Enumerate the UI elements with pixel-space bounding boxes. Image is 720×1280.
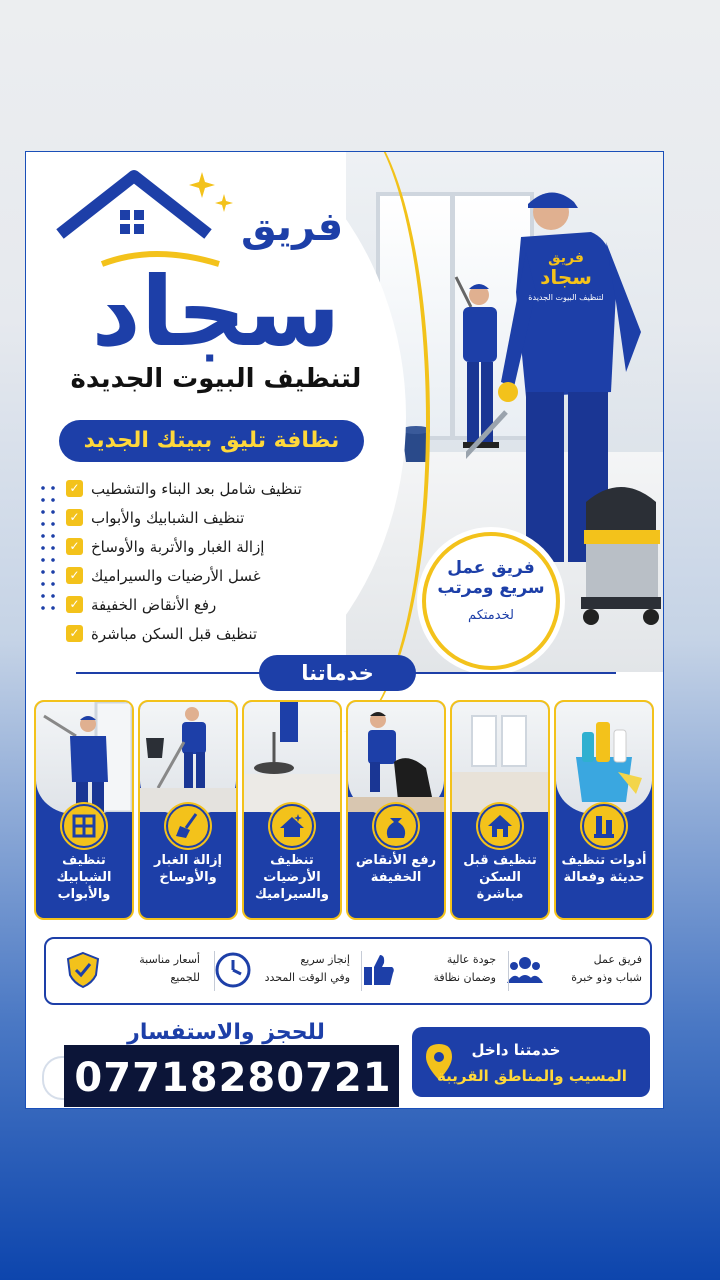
booking-label: للحجز والاستفسار: [127, 1020, 325, 1045]
feature-text: [547, 951, 642, 987]
trash-bag-icon: [374, 804, 418, 848]
empty-room-illustration: [452, 702, 548, 812]
service-label: تنظيف الشبابيك والأبواب: [56, 853, 112, 902]
debris-worker-illustration: [348, 702, 444, 812]
feature-line-1: فريق عمل: [593, 953, 642, 966]
mopping-worker-illustration: [140, 702, 236, 812]
team-badge: [422, 532, 560, 670]
service-card: [450, 700, 550, 920]
phone-number[interactable]: 07718280721: [74, 1055, 392, 1101]
checklist-item: [66, 503, 356, 532]
feature-line-1: جودة عالية: [446, 953, 496, 966]
badge-line-2: سريع ومرتب: [437, 578, 545, 598]
service-label: إزالة الغبار والأوساخ: [153, 853, 223, 885]
uniform-logo-big: سجاد: [540, 265, 592, 289]
window-icon: [62, 804, 106, 848]
features-strip: [44, 937, 652, 1005]
slogan-pill: نظافة تليق ببيتك الجديد: [59, 420, 364, 462]
service-photo: [244, 702, 340, 814]
location-line-2: المسيب والمناطق القريبة: [437, 1067, 627, 1085]
checklist-item-text: تنظيف قبل السكن مباشرة: [91, 624, 258, 643]
brand-name: سجاد: [91, 256, 341, 368]
service-label: رفع الأنقاض الخفيفة: [355, 853, 437, 885]
check-icon: ✓: [66, 567, 83, 584]
vacuum-cleaner-icon: [576, 472, 664, 632]
feature-item: [60, 947, 200, 995]
feature-text: [105, 951, 200, 987]
check-icon: ✓: [66, 480, 83, 497]
badge-line-1: فريق عمل: [447, 558, 535, 578]
feature-item: [502, 947, 642, 995]
checklist-item-text: تنظيف شامل بعد البناء والتشطيب: [91, 479, 302, 498]
feature-line-2: وفي الوقت المحدد: [264, 971, 350, 984]
floor-polisher-illustration: [244, 702, 340, 812]
clock-icon: [214, 951, 252, 989]
location-line-1: خدمتنا داخل: [471, 1041, 561, 1059]
floor-house-icon: [270, 804, 314, 848]
services-cards: [36, 700, 652, 918]
thumbs-up-icon: [360, 951, 398, 989]
checklist-item: [66, 590, 356, 619]
service-photo: [556, 702, 652, 814]
feature-separator: [214, 951, 215, 991]
shield-check-icon: [64, 951, 102, 989]
checklist: [66, 474, 356, 648]
check-icon: ✓: [66, 596, 83, 613]
feature-separator: [361, 951, 362, 991]
service-label: أدوات تنظيف حديثة وفعالة: [561, 853, 647, 885]
feature-item: [210, 947, 350, 995]
checklist-item-text: تنظيف الشبابيك والأبواب: [91, 508, 245, 527]
service-card: [242, 700, 342, 920]
checklist-item-text: إزالة الغبار والأتربة والأوساخ: [91, 537, 265, 556]
broom-icon: [166, 804, 210, 848]
dot-pattern: [38, 482, 58, 612]
check-icon: ✓: [66, 509, 83, 526]
uniform-logo-sub: لتنظيف البيوت الجديدة: [528, 293, 604, 302]
service-card: [34, 700, 134, 920]
check-icon: ✓: [66, 538, 83, 555]
service-photo: [452, 702, 548, 814]
service-photo: [348, 702, 444, 814]
checklist-item: [66, 619, 356, 648]
brand-tagline: لتنظيف البيوت الجديدة: [70, 364, 362, 394]
services-title: خدماتنا: [259, 655, 416, 691]
service-label: تنظيف قبل السكن مباشرة: [463, 853, 537, 902]
checklist-item-text: غسل الأرضيات والسيراميك: [91, 566, 261, 585]
check-icon: ✓: [66, 625, 83, 642]
feature-line-2: وضمان نظافة: [433, 971, 496, 984]
cleaning-tools-icon: [582, 804, 626, 848]
window-cleaner-illustration: [36, 702, 132, 812]
feature-text: [401, 951, 496, 987]
cleaning-supplies-illustration: [556, 702, 652, 812]
service-label: تنظيف الأرضيات والسيراميك: [255, 853, 329, 902]
flyer: [25, 151, 664, 1109]
feature-line-1: أسعار مناسبة: [139, 953, 200, 966]
feature-text: [255, 951, 350, 987]
uniform-logo-small: فريق: [548, 250, 584, 266]
checklist-item: [66, 532, 356, 561]
checklist-item: [66, 474, 356, 503]
feature-line-1: إنجاز سريع: [300, 953, 350, 966]
brand-team-word: فريق: [241, 204, 344, 250]
feature-item: [356, 947, 496, 995]
team-icon: [506, 951, 544, 989]
badge-line-3: لخدمتكم: [468, 608, 514, 623]
feature-line-2: شباب وذو خبرة: [571, 971, 642, 984]
house-icon: [478, 804, 522, 848]
service-card: [346, 700, 446, 920]
service-photo: [140, 702, 236, 814]
checklist-item-text: رفع الأنقاض الخفيفة: [91, 595, 217, 614]
feature-separator: [508, 951, 509, 991]
checklist-item: [66, 561, 356, 590]
service-card: [138, 700, 238, 920]
feature-line-2: للجميع: [170, 971, 200, 984]
service-photo: [36, 702, 132, 814]
service-card: [554, 700, 654, 920]
